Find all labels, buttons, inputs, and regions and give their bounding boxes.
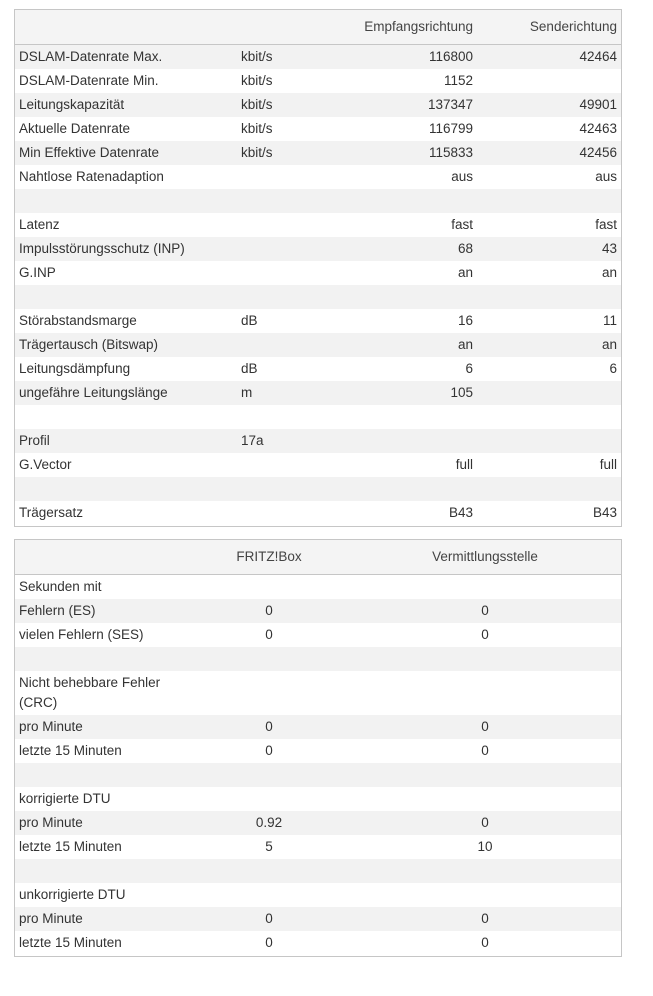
row-label: Nahtlose Ratenadaption: [19, 169, 164, 184]
table-row: [15, 213, 621, 237]
row-label: letzte 15 Minuten: [19, 935, 122, 950]
table-row: [15, 309, 621, 333]
fritzbox-value: 0: [265, 603, 273, 618]
row-label: pro Minute: [19, 815, 83, 830]
table-row: [15, 141, 621, 165]
header-upstream: Senderichtung: [529, 19, 617, 34]
fritzbox-value: 5: [265, 839, 273, 854]
downstream-value: 6: [465, 361, 473, 376]
upstream-value: 6: [609, 361, 617, 376]
row-unit: dB: [241, 313, 258, 328]
row-label: Nicht behebbare Fehler (CRC): [19, 675, 161, 710]
row-label: Leitungskapazität: [19, 97, 125, 112]
row-unit: m: [241, 385, 253, 400]
table-row: [15, 623, 621, 647]
exchange-value: 0: [481, 743, 489, 758]
row-label: pro Minute: [19, 911, 83, 926]
fritzbox-value: 0: [265, 719, 273, 734]
upstream-value: 42464: [579, 49, 617, 64]
row-label: letzte 15 Minuten: [19, 743, 122, 758]
header-downstream: Empfangsrichtung: [364, 19, 473, 34]
downstream-value: 137347: [427, 97, 473, 112]
fritzbox-value: 0: [265, 627, 273, 642]
row-label: DSLAM-Datenrate Max.: [19, 49, 163, 64]
table-row: [15, 261, 621, 285]
table-row: [15, 859, 621, 883]
upstream-value: 42456: [579, 145, 617, 160]
row-label: pro Minute: [19, 719, 83, 734]
row-unit: kbit/s: [241, 145, 273, 160]
row-label: G.Vector: [19, 457, 72, 472]
row-unit: kbit/s: [241, 97, 273, 112]
downstream-value: 1152: [443, 73, 473, 88]
row-unit: kbit/s: [241, 73, 273, 88]
table-row: [15, 237, 621, 261]
upstream-value: an: [601, 337, 617, 352]
row-label: Profil: [19, 433, 50, 448]
error-stats-table-body: [15, 575, 621, 955]
downstream-value: B43: [448, 505, 473, 520]
fritzbox-value: 0: [265, 743, 273, 758]
table-row: [15, 45, 621, 69]
row-label: Min Effektive Datenrate: [19, 145, 160, 160]
upstream-value: 11: [602, 313, 617, 328]
table-row: [15, 285, 621, 309]
downstream-value: aus: [451, 169, 473, 184]
table-row: [15, 739, 621, 763]
downstream-value: 68: [457, 241, 473, 256]
error-stats-table-header: [15, 540, 621, 575]
downstream-value: 116800: [428, 49, 473, 64]
upstream-value: 42463: [579, 121, 617, 136]
row-label: G.INP: [19, 265, 56, 280]
fritzbox-value: 0: [265, 911, 273, 926]
upstream-value: 49901: [579, 97, 617, 112]
table-row: [15, 599, 621, 623]
row-label: Latenz: [19, 217, 60, 232]
row-unit: kbit/s: [241, 49, 273, 64]
table-row: [15, 189, 621, 213]
table-row: [15, 69, 621, 93]
upstream-value: full: [599, 457, 617, 472]
table-row: [15, 357, 621, 381]
table-row: [15, 429, 621, 453]
upstream-value: aus: [595, 169, 617, 184]
table-row: [15, 405, 621, 429]
table-row: [15, 165, 621, 189]
table-row: [15, 477, 621, 501]
table-row: [15, 835, 621, 859]
dsl-line-table-header: [15, 10, 621, 45]
exchange-value: 0: [481, 603, 489, 618]
exchange-value: 0: [481, 719, 489, 734]
row-label: Impulsstörungsschutz (INP): [19, 241, 185, 256]
downstream-value: full: [455, 457, 473, 472]
downstream-value: 115833: [428, 145, 473, 160]
table-row: [15, 811, 621, 835]
fritzbox-value: 0.92: [255, 815, 283, 830]
row-unit: dB: [241, 361, 258, 376]
header-fritzbox: FRITZ!Box: [236, 549, 302, 564]
dsl-line-table-body: [15, 45, 621, 525]
downstream-value: 105: [450, 385, 473, 400]
row-label: ungefähre Leitungslänge: [19, 385, 168, 400]
exchange-value: 10: [477, 839, 493, 854]
fritzbox-value: 0: [265, 935, 273, 950]
row-label: vielen Fehlern (SES): [19, 627, 144, 642]
row-unit: kbit/s: [241, 121, 273, 136]
upstream-value: B43: [592, 505, 617, 520]
row-label: Sekunden mit: [19, 579, 102, 594]
table-row: [15, 715, 621, 739]
table-row: [15, 647, 621, 671]
dsl-line-table: [14, 9, 622, 527]
row-label: DSLAM-Datenrate Min.: [19, 73, 159, 88]
table-row: [15, 787, 621, 811]
table-row: [15, 381, 621, 405]
downstream-value: fast: [451, 217, 473, 232]
table-row: [15, 671, 621, 715]
table-row: [15, 453, 621, 477]
error-stats-table: [14, 539, 622, 957]
row-label: korrigierte DTU: [19, 791, 111, 806]
row-label: unkorrigierte DTU: [19, 887, 126, 902]
downstream-value: 16: [457, 313, 473, 328]
table-row: [15, 883, 621, 907]
table-row: [15, 575, 621, 599]
upstream-value: 43: [601, 241, 617, 256]
row-label: Trägersatz: [19, 505, 84, 520]
row-label: Störabstandsmarge: [19, 313, 137, 328]
exchange-value: 0: [481, 627, 489, 642]
upstream-value: an: [601, 265, 617, 280]
table-row: [15, 93, 621, 117]
table-row: [15, 501, 621, 525]
row-label: Aktuelle Datenrate: [19, 121, 131, 136]
downstream-value: an: [457, 337, 473, 352]
header-exchange: Vermittlungsstelle: [432, 549, 538, 564]
exchange-value: 0: [481, 935, 489, 950]
exchange-value: 0: [481, 911, 489, 926]
table-row: [15, 333, 621, 357]
table-row: [15, 907, 621, 931]
downstream-value: an: [457, 265, 473, 280]
downstream-value: 116799: [428, 121, 473, 136]
row-unit: 17a: [241, 433, 264, 448]
upstream-value: fast: [595, 217, 617, 232]
row-label: Fehlern (ES): [19, 603, 96, 618]
table-row: [15, 763, 621, 787]
row-label: Trägertausch (Bitswap): [19, 337, 159, 352]
table-row: [15, 117, 621, 141]
table-row: [15, 931, 621, 955]
exchange-value: 0: [481, 815, 489, 830]
row-label: letzte 15 Minuten: [19, 839, 122, 854]
row-label: Leitungsdämpfung: [19, 361, 131, 376]
